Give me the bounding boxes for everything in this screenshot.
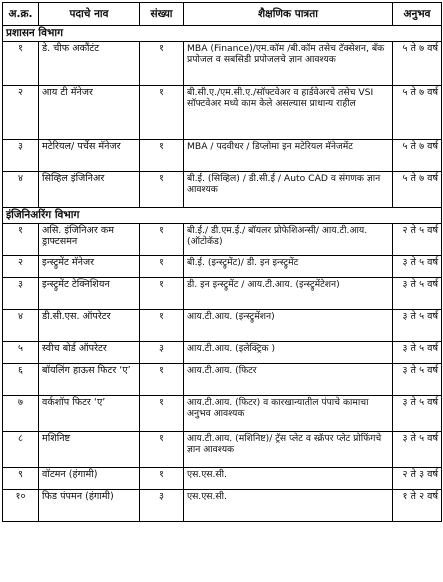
row-experience: २ ते ५ वर्ष [393, 224, 442, 256]
row-experience: ३ ते ५ वर्ष [393, 364, 442, 396]
row-post-name: डे. चीफ अकौंटंट [39, 42, 140, 86]
row-experience: ३ ते ५ वर्ष [393, 310, 442, 342]
row-experience: ५ ते ७ वर्ष [393, 140, 442, 172]
row-count: ३ [140, 342, 184, 364]
row-post-name: फिड पंपमन (हंगामी) [39, 490, 140, 522]
table-row [3, 224, 442, 256]
row-serial: ८ [3, 432, 39, 468]
row-qualification: एस.एस.सी. [184, 468, 393, 490]
row-serial: ३ [3, 278, 39, 310]
row-serial: ६ [3, 364, 39, 396]
row-count: १ [140, 86, 184, 140]
row-qualification: आय.टी.आय. (इलेक्ट्रिक ) [184, 342, 393, 364]
row-serial: ४ [3, 310, 39, 342]
table-row [3, 396, 442, 432]
header-sr: अ.क्र. [3, 3, 39, 26]
row-qualification: एस.एस.सी. [184, 490, 393, 522]
recruitment-table [2, 2, 442, 522]
row-experience: ५ ते ७ वर्ष [393, 86, 442, 140]
row-serial: २ [3, 256, 39, 278]
table-row [3, 310, 442, 342]
row-experience: १ ते २ वर्ष [393, 490, 442, 522]
section-title: प्रशासन विभाग [3, 26, 442, 42]
table-row [3, 256, 442, 278]
row-qualification: MBA (Finance)/एम.कॉम /बी.कॉम तसेच टॅक्सेशन, बॅंक प्रपोजल व सबसिडी प्रपोजलचे ज्ञान आवश्यक [184, 42, 393, 86]
row-count: १ [140, 278, 184, 310]
row-count: १ [140, 42, 184, 86]
section-title: इंजिनिअरिंग विभाग [3, 208, 442, 224]
row-experience: ३ ते ५ वर्ष [393, 396, 442, 432]
row-count: १ [140, 468, 184, 490]
row-post-name: बॉयलिंग हाऊस फिटर ‘ए’ [39, 364, 140, 396]
row-count: १ [140, 224, 184, 256]
row-post-name: आय टी मॅनेजर [39, 86, 140, 140]
row-count: १ [140, 364, 184, 396]
row-post-name: इन्स्ट्रुमेंट टेक्निशियन [39, 278, 140, 310]
table-row [3, 140, 442, 172]
row-serial: ३ [3, 140, 39, 172]
row-count: १ [140, 310, 184, 342]
row-serial: २ [3, 86, 39, 140]
row-serial: १ [3, 224, 39, 256]
row-qualification: डी. इन इन्स्ट्रुमेंट / आय.टी.आय. (इन्स्ट्रुमेंटेशन) [184, 278, 393, 310]
row-qualification: बी.सी.ए./एम.सी.ए./सॉफ्टवेअर व हार्डवेअरचे तसेच VSI सॉफ्टवेअर मध्ये काम केले असल्यास प्राधान्य राहील [184, 86, 393, 140]
row-serial: ५ [3, 342, 39, 364]
row-post-name: स्वीच बोर्ड ऑपरेटर [39, 342, 140, 364]
row-qualification: बी.ई. (इन्स्ट्रुमेंट)/ डी. इन इन्स्ट्रुमेंट [184, 256, 393, 278]
row-count: १ [140, 140, 184, 172]
header-qualification: शैक्षणिक पात्रता [184, 3, 393, 26]
row-post-name: सिव्हिल इंजिनिअर [39, 172, 140, 208]
row-qualification: आय.टी.आय. (इन्स्ट्रुमेंशन) [184, 310, 393, 342]
row-count: १ [140, 172, 184, 208]
row-qualification: आय.टी.आय. (फिटर [184, 364, 393, 396]
section-row [3, 208, 442, 224]
table-row [3, 490, 442, 522]
table-row [3, 42, 442, 86]
row-count: १ [140, 256, 184, 278]
row-experience: ३ ते ५ वर्ष [393, 278, 442, 310]
table-row [3, 86, 442, 140]
row-experience: ५ ते ७ वर्ष [393, 172, 442, 208]
row-post-name: डी.सी.एस. ऑपरेटर [39, 310, 140, 342]
table-row [3, 342, 442, 364]
row-post-name: वॉटमन (हंगामी) [39, 468, 140, 490]
row-post-name: असि. इंजिनिअर कम ड्राफ्टसमन [39, 224, 140, 256]
row-post-name: मटेरियल/ पर्चेस मॅनेजर [39, 140, 140, 172]
row-qualification: बी.ई. (सिव्हिल) / डी.सी.ई / Auto CAD व संगणक ज्ञान आवश्यक [184, 172, 393, 208]
row-qualification: बी.ई./ डी.एम.ई./ बॉयलर प्रोफेशिअन्सी/ आय.टी.आय. (ऑटोकॅड) [184, 224, 393, 256]
row-experience: ३ ते ५ वर्ष [393, 256, 442, 278]
row-serial: ९ [3, 468, 39, 490]
row-post-name: वर्कशॉप फिटर ‘ए’ [39, 396, 140, 432]
row-serial: १ [3, 42, 39, 86]
table-row [3, 468, 442, 490]
row-serial: ७ [3, 396, 39, 432]
row-count: १ [140, 396, 184, 432]
section-row [3, 26, 442, 42]
row-count: १ [140, 432, 184, 468]
row-qualification: आय.टी.आय. (मशिनिष्ट)/ ट्रॅस प्लेट व स्क्रॅपर प्लेट प्रोफिंगचे ज्ञान आवश्यक [184, 432, 393, 468]
row-experience: ३ ते ५ वर्ष [393, 342, 442, 364]
row-qualification: MBA / पदवीधर / डिप्लोमा इन मटेरियल मॅनेजमेंट [184, 140, 393, 172]
header-experience: अनुभव [393, 3, 442, 26]
header-row [3, 3, 442, 26]
row-count: ३ [140, 490, 184, 522]
row-experience: २ ते ३ वर्ष [393, 468, 442, 490]
row-qualification: आय.टी.आय. (फिटर) व कारखान्यातील पंपाचे कामाचा अनुभव आवश्यक [184, 396, 393, 432]
table-row [3, 432, 442, 468]
table-row [3, 172, 442, 208]
row-serial: १० [3, 490, 39, 522]
row-post-name: इन्स्ट्रुमेंट मॅनेजर [39, 256, 140, 278]
row-serial: ४ [3, 172, 39, 208]
table-row [3, 278, 442, 310]
table-row [3, 364, 442, 396]
header-qty: संख्या [140, 3, 184, 26]
row-experience: ३ ते ५ वर्ष [393, 432, 442, 468]
row-experience: ५ ते ७ वर्ष [393, 42, 442, 86]
row-post-name: मशिनिष्ट [39, 432, 140, 468]
header-post: पदाचे नाव [39, 3, 140, 26]
